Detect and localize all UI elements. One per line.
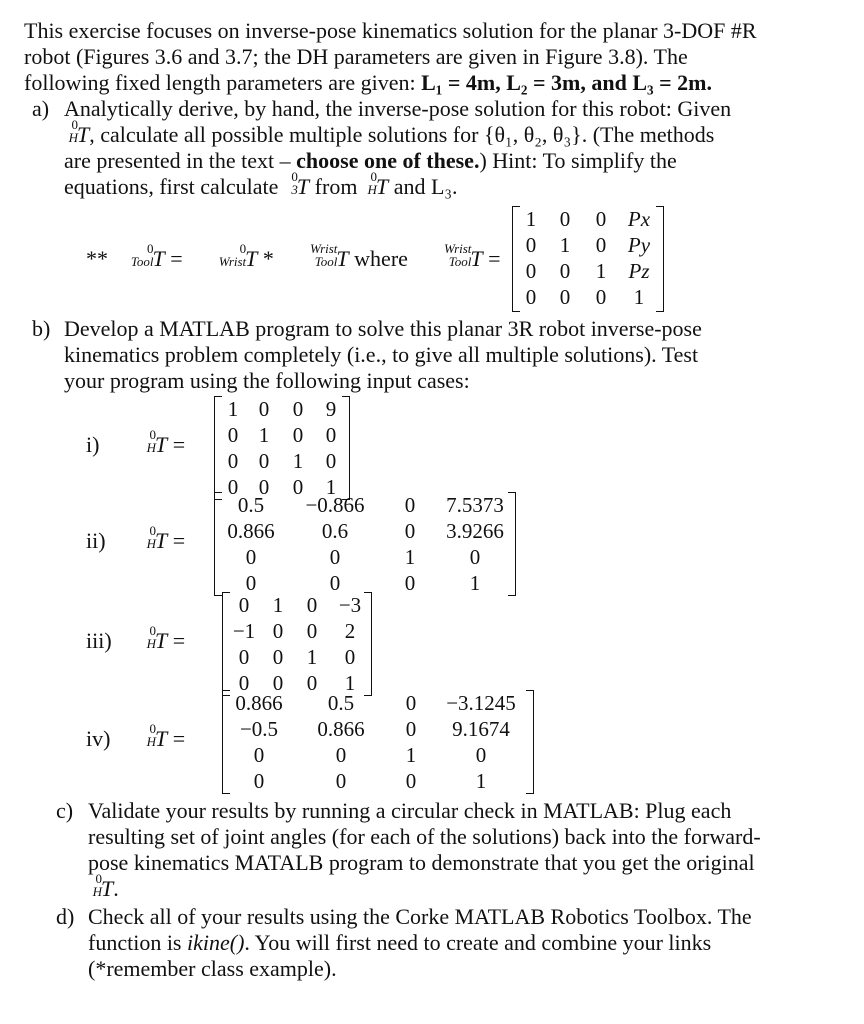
matrix-cell: 0 bbox=[344, 645, 356, 669]
matrix-cell: 0.866 bbox=[317, 717, 365, 741]
matrix-cell: 0 bbox=[559, 259, 571, 283]
matrix-cell: 0 bbox=[292, 475, 304, 499]
matrix-cell: 1 bbox=[633, 285, 645, 309]
ikine-function: ikine() bbox=[187, 930, 245, 955]
matrix-cell: 0 bbox=[525, 233, 537, 257]
matrix-cell: 0 bbox=[595, 207, 607, 231]
matrix-cell: 9.1674 bbox=[452, 717, 510, 741]
matrix-cell: 1 bbox=[404, 545, 416, 569]
matrix-cell: 2 bbox=[344, 619, 356, 643]
matrix-cell: −1 bbox=[232, 619, 256, 643]
case-matrix bbox=[222, 592, 372, 696]
link-lengths: L₁ = 4m, L₂ = 3m, and L₃ = 2m bbox=[421, 70, 707, 95]
matrix-cell: 0 bbox=[329, 545, 341, 569]
case-matrix bbox=[214, 396, 350, 500]
matrix-cell: 1 bbox=[469, 571, 481, 595]
matrix-cell: 0 bbox=[245, 545, 257, 569]
matrix-cell: 7.5373 bbox=[446, 493, 504, 517]
part-b: b) Develop a MATLAB program to solve this planar 3R robot inverse-pose kinematics problem completely (i.e., to give all multiple solutions). Test your program using the following input cases: bbox=[32, 316, 702, 393]
matrix-cell: 0 bbox=[227, 449, 239, 473]
case-label: iii) bbox=[86, 628, 112, 653]
matrix-cell: 1 bbox=[559, 233, 571, 257]
matrix-cell: 0 bbox=[469, 545, 481, 569]
matrix-cell: 3.9266 bbox=[446, 519, 504, 543]
matrix-cell: 0 bbox=[525, 259, 537, 283]
matrix-cell: 0 bbox=[306, 593, 318, 617]
matrix-cell: 0 bbox=[227, 475, 239, 499]
matrix-cell: 0.5 bbox=[237, 493, 265, 517]
matrix-cell: 1 bbox=[325, 475, 337, 499]
matrix-cell: 0 bbox=[404, 493, 416, 517]
matrix-cell: 0 bbox=[272, 671, 284, 695]
matrix-cell: 0 bbox=[245, 571, 257, 595]
matrix-cell: Py bbox=[627, 233, 651, 257]
matrix-cell: Pz bbox=[628, 259, 650, 283]
matrix-cell: 0 bbox=[258, 449, 270, 473]
matrix-cell: 0 bbox=[525, 285, 537, 309]
case-transform-symbol: 0 H T = bbox=[146, 523, 186, 553]
matrix-cell: 1 bbox=[306, 645, 318, 669]
case-transform-symbol: 0 H T = bbox=[146, 721, 186, 751]
matrix-cell: 0 bbox=[258, 397, 270, 421]
matrix-cell: 0 bbox=[253, 769, 265, 793]
matrix-cell: 0 bbox=[404, 571, 416, 595]
matrix-cell: 0 bbox=[335, 769, 347, 793]
matrix-cell: 0 bbox=[325, 423, 337, 447]
part-a: a) Analytically derive, by hand, the inverse-pose solution for this robot: Given 0 H T, calculate all possible multiple solutions for {θ₁, θ₂, θ₃}. (The methods are presented in the text – choose one of these.) Hint: To simplify the equations, first calculate 0 3 T from 0 H T and L₃. bbox=[32, 96, 732, 199]
matrix-cell: 0 bbox=[253, 743, 265, 767]
matrix-cell: −3.1245 bbox=[446, 691, 516, 715]
matrix-cell: 1 bbox=[475, 769, 487, 793]
matrix-cell: 1 bbox=[292, 449, 304, 473]
matrix-cell: −3 bbox=[338, 593, 362, 617]
matrix-cell: 0 bbox=[405, 769, 417, 793]
matrix-cell: 1 bbox=[227, 397, 239, 421]
tool-equation: ** 0 Tool T = 0 Wrist T * Wrist Tool T where Wrist Tool T = bbox=[86, 241, 501, 271]
case-matrix bbox=[214, 492, 516, 596]
matrix-cell: 0 bbox=[329, 571, 341, 595]
matrix-cell: 0 bbox=[272, 619, 284, 643]
part-d: d) Check all of your results using the Corke MATLAB Robotics Toolbox. The function is ikine(). You will first need to create and combine your links (*remember class example). bbox=[56, 904, 752, 981]
matrix-cell: 0 bbox=[238, 671, 250, 695]
matrix-cell: 1 bbox=[344, 671, 356, 695]
matrix-cell: 1 bbox=[595, 259, 607, 283]
intro-line-2: robot (Figures 3.6 and 3.7; the DH parameters are given in Figure 3.8). The bbox=[24, 44, 688, 69]
matrix-cell: 0 bbox=[475, 743, 487, 767]
matrix-cell: 0 bbox=[559, 207, 571, 231]
matrix-cell: 0 bbox=[272, 645, 284, 669]
matrix-cell: 0 bbox=[292, 397, 304, 421]
matrix-cell: 0 bbox=[595, 233, 607, 257]
case-matrix bbox=[222, 690, 534, 794]
matrix-cell: 0.5 bbox=[327, 691, 355, 715]
intro-line-3: following fixed length parameters are given: L₁ = 4m, L₂ = 3m, and L₃ = 2m. bbox=[24, 70, 712, 95]
part-c-label: c) bbox=[56, 798, 74, 823]
matrix-cell: 0.6 bbox=[321, 519, 349, 543]
matrix-cell: Px bbox=[627, 207, 651, 231]
case-transform-symbol: 0 H T = bbox=[146, 427, 186, 457]
matrix-cell: 0 bbox=[238, 593, 250, 617]
matrix-cell: 0.866 bbox=[235, 691, 283, 715]
matrix-cell: 0 bbox=[238, 645, 250, 669]
part-a-label: a) bbox=[32, 96, 50, 121]
matrix-cell: 1 bbox=[272, 593, 284, 617]
matrix-cell: 0 bbox=[227, 423, 239, 447]
case-label: iv) bbox=[86, 726, 111, 751]
matrix-cell: −0.866 bbox=[305, 493, 365, 517]
matrix-cell: 0 bbox=[335, 743, 347, 767]
matrix-cell: 0 bbox=[595, 285, 607, 309]
part-c: c) Validate your results by running a circular check in MATLAB: Plug each resulting set of joint angles (for each of the solutions) back into the forward- pose kinematics MATALB program to demonstrate that you get the original 0 H T. bbox=[56, 798, 761, 901]
case-label: ii) bbox=[86, 528, 106, 553]
matrix-cell: 0 bbox=[404, 519, 416, 543]
part-d-label: d) bbox=[56, 904, 75, 929]
matrix-cell: 0 bbox=[559, 285, 571, 309]
wrist-tool-matrix bbox=[512, 206, 664, 312]
matrix-cell: 0 bbox=[292, 423, 304, 447]
matrix-cell: 0 bbox=[306, 619, 318, 643]
intro-line-1: This exercise focuses on inverse-pose kinematics solution for the planar 3-DOF #R bbox=[24, 18, 757, 43]
matrix-cell: 0 bbox=[306, 671, 318, 695]
exercise-document bbox=[24, 18, 844, 200]
matrix-cell: 0 bbox=[325, 449, 337, 473]
case-label: i) bbox=[86, 432, 100, 457]
matrix-cell: 1 bbox=[405, 743, 417, 767]
matrix-cell: −0.5 bbox=[239, 717, 279, 741]
matrix-cell: 1 bbox=[525, 207, 537, 231]
matrix-cell: 0.866 bbox=[227, 519, 275, 543]
matrix-cell: 9 bbox=[325, 397, 337, 421]
matrix-cell: 0 bbox=[258, 475, 270, 499]
matrix-cell: 0 bbox=[405, 691, 417, 715]
case-transform-symbol: 0 H T = bbox=[146, 623, 186, 653]
matrix-cell: 1 bbox=[258, 423, 270, 447]
matrix-cell: 0 bbox=[405, 717, 417, 741]
part-b-label: b) bbox=[32, 316, 51, 341]
